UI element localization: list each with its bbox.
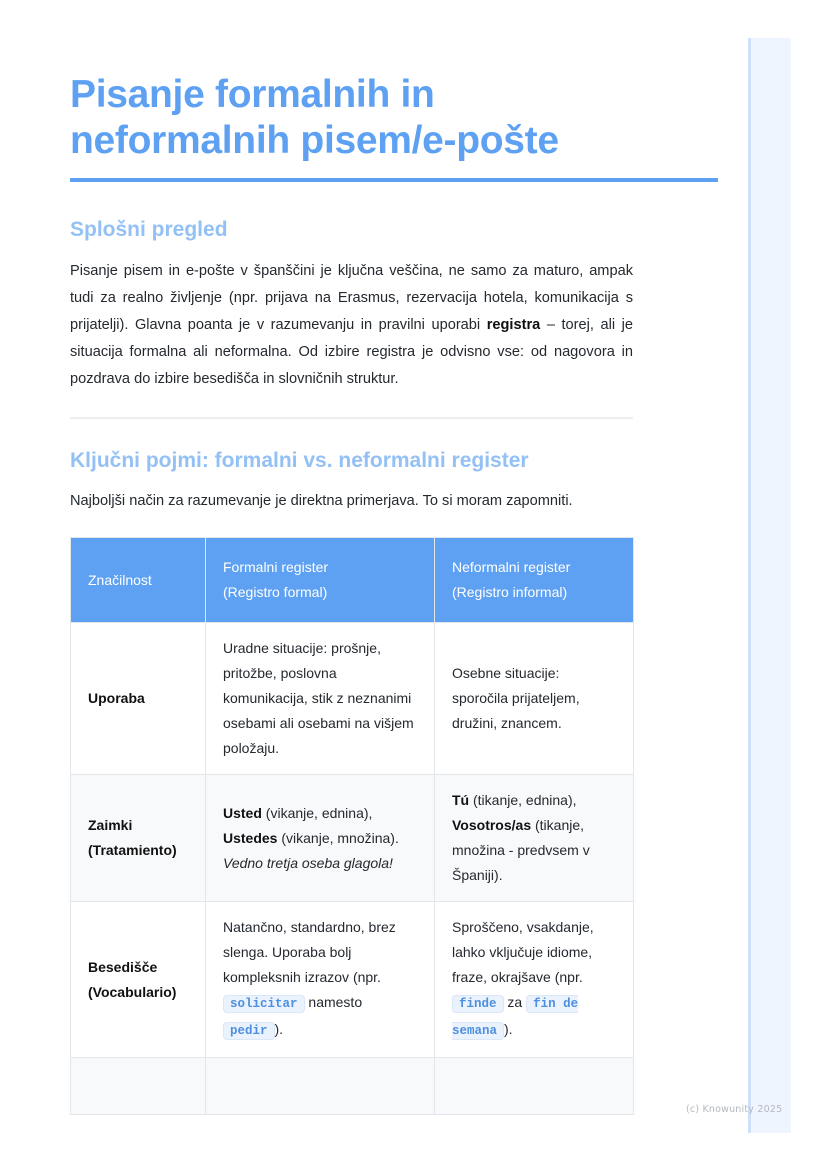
code-pedir: pedir — [223, 1022, 275, 1040]
pronoun-desc: (tikanje, ednina), — [469, 792, 577, 808]
row-informal — [435, 902, 634, 1058]
header-formal-line-2: (Registro formal) — [223, 584, 328, 600]
register-comparison-table — [70, 537, 634, 1115]
document-content — [70, 72, 718, 1115]
title-line-2: neformalnih pisem/e-pošte — [70, 119, 559, 162]
code-finde: finde — [452, 995, 504, 1013]
header-informal — [435, 538, 634, 623]
code-fin-de-semana: fin de semana — [452, 997, 579, 1038]
empty-cell — [71, 1058, 206, 1115]
section-heading-key-concepts: Ključni pojmi: formalni vs. neformalni register — [70, 449, 529, 472]
vocab-text: ). — [274, 1021, 284, 1037]
vocab-text: ). — [504, 1021, 513, 1037]
vocab-text: za — [503, 994, 527, 1010]
formal-note: Vedno tretja oseba glagola! — [223, 854, 393, 871]
feature-line-1: Besedišče — [88, 958, 158, 975]
vocab-text: Sproščeno, vsakdanje, lahko vključuje idiome, fraze, okrajšave (npr. — [452, 919, 594, 985]
feature-line-2: (Tratamiento) — [88, 842, 177, 858]
table-row — [71, 775, 634, 902]
header-informal-line-2: (Registro informal) — [452, 584, 568, 600]
pronoun-usted: Usted — [223, 804, 262, 821]
key-concepts-intro: Najboljši način za razumevanje je direktna primerjava. To si moram zapomniti. — [70, 493, 573, 509]
copyright-footer: (c) Knowunity 2025 — [686, 1104, 783, 1115]
empty-cell — [206, 1058, 435, 1115]
overview-text-2: – torej, ali je situacija formalna ali neformalna. Od izbire registra je odvisno vse: od nagovora in pozdrava do izbire besedišča in slovničnih struktur. — [70, 317, 633, 387]
table-row — [71, 623, 634, 775]
row-informal — [435, 775, 634, 902]
vocab-text: namesto — [304, 994, 363, 1010]
row-informal: Osebne situacije: sporočila prijateljem, družini, znancem. — [435, 623, 634, 775]
table-row — [71, 902, 634, 1058]
pronoun-desc: (vikanje, ednina), — [261, 804, 373, 821]
overview-bold-term: registra — [486, 317, 541, 333]
row-formal — [206, 902, 435, 1058]
row-feature — [71, 775, 206, 902]
row-formal: Uradne situacije: prošnje, pritožbe, poslovna komunikacija, stik z neznanimi osebami ali osebami na višjem položaju. — [206, 623, 435, 775]
code-solicitar: solicitar — [223, 995, 305, 1013]
row-feature — [71, 902, 206, 1058]
side-panel — [748, 38, 791, 1133]
row-formal — [206, 775, 435, 902]
section-divider — [70, 417, 633, 419]
pronoun-tu: Tú — [452, 792, 470, 808]
feature-line-1: Zaimki — [88, 817, 133, 833]
pronoun-vosotros: Vosotros/as — [452, 817, 532, 833]
empty-cell — [435, 1058, 634, 1115]
row-feature: Uporaba — [71, 623, 206, 775]
pronoun-ustedes: Ustedes — [223, 829, 278, 846]
table-header-row — [71, 538, 634, 623]
overview-text-1: Pisanje pisem in e-pošte v španščini je ključna veščina, ne samo za maturo, ampak tudi za realno življenje (npr. prijava na Erasmus, rezervacija hotela, komunikacija s prijatelji). Glavna poanta je v razumevanju in pravilni uporabi — [70, 263, 633, 333]
title-divider — [70, 178, 718, 182]
header-feature-label: Značilnost — [88, 571, 152, 588]
table-row-cutoff — [71, 1058, 634, 1115]
overview-paragraph — [70, 258, 633, 393]
pronoun-desc: (tikanje, množina - predvsem v Španiji). — [452, 817, 590, 883]
header-feature — [71, 538, 206, 623]
pronoun-desc: (vikanje, množina). — [277, 829, 399, 846]
header-formal-line-1: Formalni register — [223, 559, 329, 575]
header-informal-line-1: Neformalni register — [452, 559, 571, 575]
section-heading-overview: Splošni pregled — [70, 218, 228, 241]
feature-line-2: (Vocabulario) — [88, 983, 177, 1000]
vocab-text: Natančno, standardno, brez slenga. Uporaba bolj kompleksnih izrazov (npr. — [223, 919, 396, 985]
title-line-1: Pisanje formalnih in — [70, 73, 435, 116]
page-title — [70, 72, 718, 164]
header-formal — [206, 538, 435, 623]
